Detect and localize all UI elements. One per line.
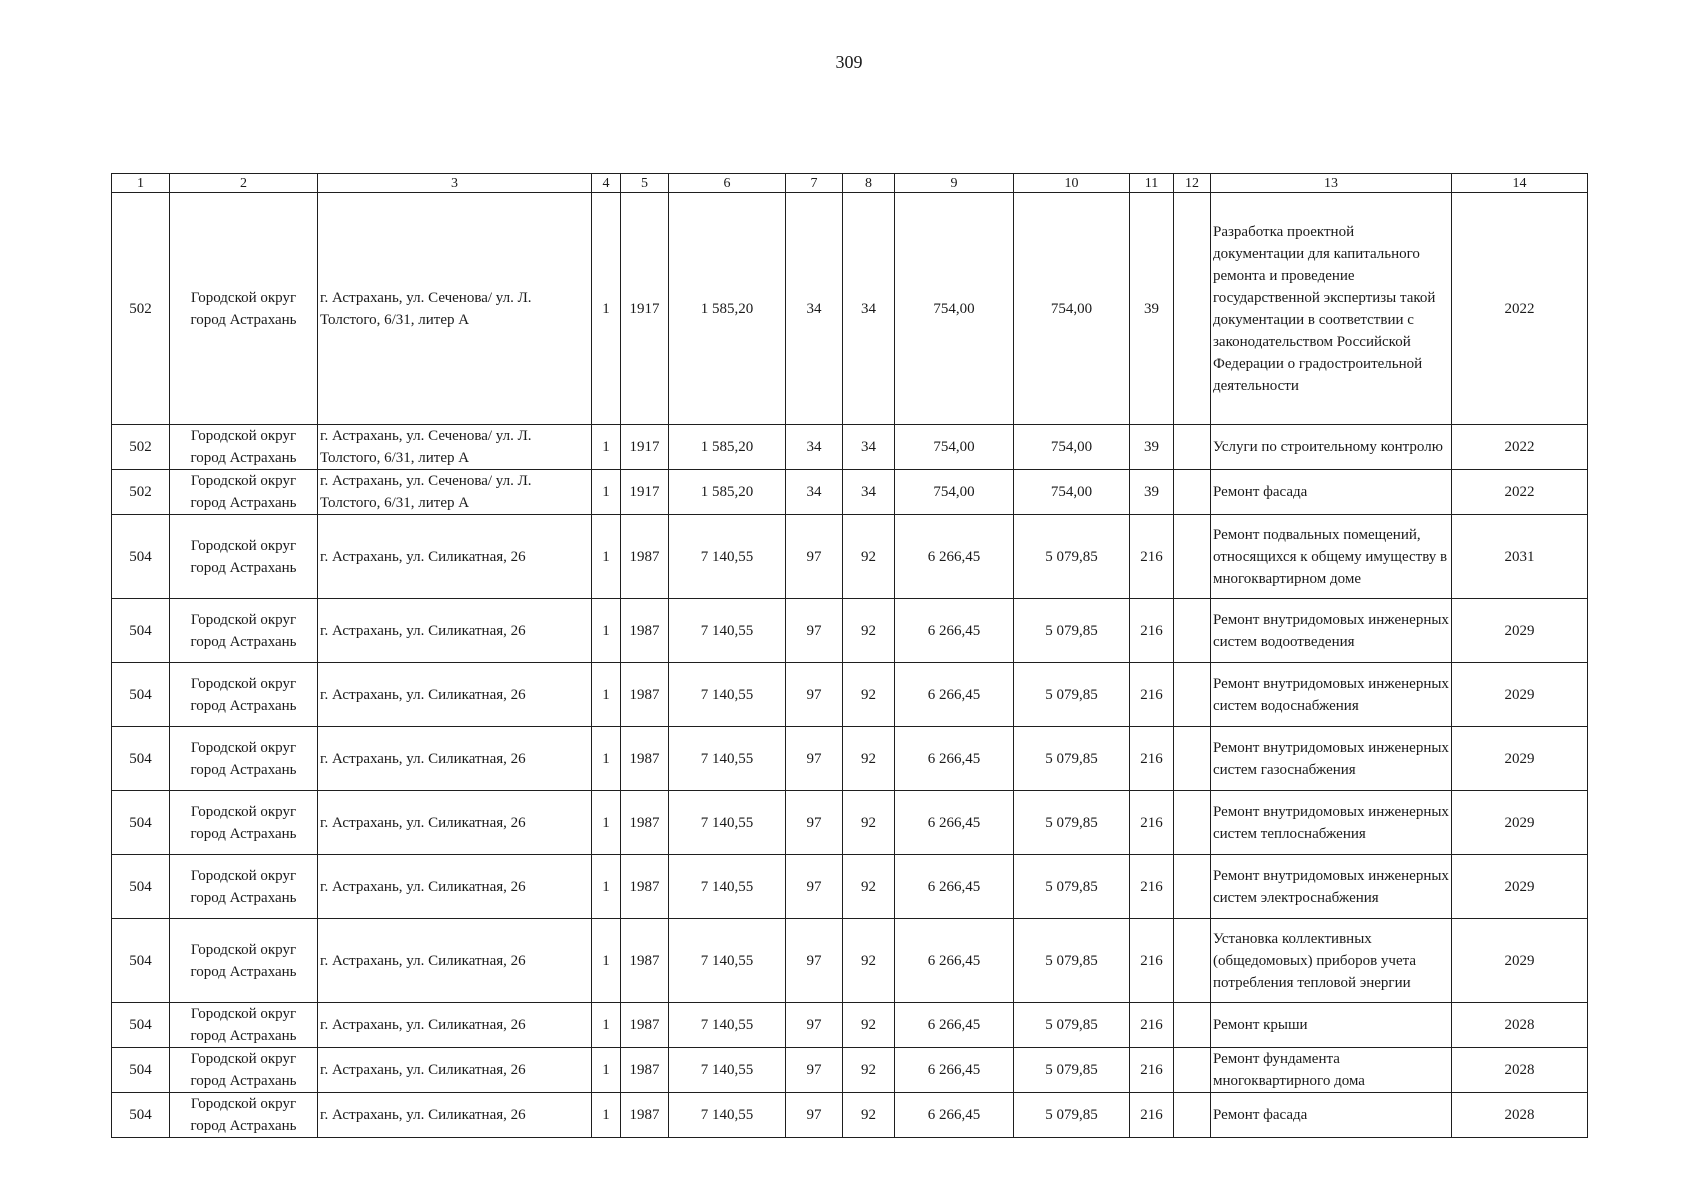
column-11-cell: 216 (1130, 919, 1174, 1003)
column-4-cell: 1 (592, 515, 621, 599)
column-header: 5 (621, 174, 669, 193)
column-8-cell: 92 (843, 1093, 895, 1138)
municipality-cell: Городской округ город Астрахань (170, 919, 318, 1003)
column-4-cell: 1 (592, 470, 621, 515)
column-header: 1 (112, 174, 170, 193)
column-header: 7 (786, 174, 843, 193)
municipality-cell: Городской округ город Астрахань (170, 727, 318, 791)
planned-year-cell: 2028 (1452, 1048, 1588, 1093)
column-12-cell (1174, 515, 1211, 599)
column-8-cell: 92 (843, 727, 895, 791)
column-11-cell: 216 (1130, 791, 1174, 855)
work-type-cell: Ремонт внутридомовых инженерных систем теплоснабжения (1211, 791, 1452, 855)
capital-repair-table (111, 173, 1588, 1138)
row-number-cell: 504 (112, 727, 170, 791)
area-cell: 7 140,55 (669, 515, 786, 599)
column-header: 13 (1211, 174, 1452, 193)
build-year-cell: 1987 (621, 1003, 669, 1048)
area-cell: 7 140,55 (669, 855, 786, 919)
column-10-cell: 5 079,85 (1014, 663, 1130, 727)
municipality-cell: Городской округ город Астрахань (170, 1003, 318, 1048)
column-10-cell: 5 079,85 (1014, 1003, 1130, 1048)
column-4-cell: 1 (592, 599, 621, 663)
column-4-cell: 1 (592, 425, 621, 470)
column-header: 11 (1130, 174, 1174, 193)
work-type-cell: Ремонт фасада (1211, 470, 1452, 515)
column-11-cell: 216 (1130, 515, 1174, 599)
column-11-cell: 216 (1130, 1093, 1174, 1138)
row-number-cell: 502 (112, 470, 170, 515)
column-10-cell: 5 079,85 (1014, 599, 1130, 663)
column-8-cell: 92 (843, 791, 895, 855)
column-10-cell: 754,00 (1014, 193, 1130, 425)
column-header: 3 (318, 174, 592, 193)
build-year-cell: 1987 (621, 515, 669, 599)
column-7-cell: 34 (786, 193, 843, 425)
column-7-cell: 97 (786, 1093, 843, 1138)
column-header: 10 (1014, 174, 1130, 193)
column-header: 12 (1174, 174, 1211, 193)
column-8-cell: 92 (843, 515, 895, 599)
build-year-cell: 1987 (621, 727, 669, 791)
planned-year-cell: 2022 (1452, 193, 1588, 425)
column-8-cell: 92 (843, 599, 895, 663)
planned-year-cell: 2022 (1452, 425, 1588, 470)
column-7-cell: 97 (786, 855, 843, 919)
column-4-cell: 1 (592, 193, 621, 425)
column-12-cell (1174, 1048, 1211, 1093)
table-row (112, 425, 1588, 470)
address-cell: г. Астрахань, ул. Силикатная, 26 (318, 727, 592, 791)
work-type-cell: Ремонт внутридомовых инженерных систем водоотведения (1211, 599, 1452, 663)
column-11-cell: 39 (1130, 470, 1174, 515)
column-9-cell: 6 266,45 (895, 1048, 1014, 1093)
column-header: 6 (669, 174, 786, 193)
planned-year-cell: 2029 (1452, 855, 1588, 919)
column-8-cell: 92 (843, 1003, 895, 1048)
planned-year-cell: 2028 (1452, 1093, 1588, 1138)
column-12-cell (1174, 727, 1211, 791)
work-type-cell: Ремонт внутридомовых инженерных систем электроснабжения (1211, 855, 1452, 919)
column-7-cell: 97 (786, 515, 843, 599)
column-9-cell: 6 266,45 (895, 919, 1014, 1003)
build-year-cell: 1917 (621, 470, 669, 515)
planned-year-cell: 2029 (1452, 919, 1588, 1003)
work-type-cell: Ремонт внутридомовых инженерных систем водоснабжения (1211, 663, 1452, 727)
column-10-cell: 5 079,85 (1014, 515, 1130, 599)
address-cell: г. Астрахань, ул. Силикатная, 26 (318, 855, 592, 919)
column-4-cell: 1 (592, 919, 621, 1003)
column-4-cell: 1 (592, 1048, 621, 1093)
column-10-cell: 5 079,85 (1014, 727, 1130, 791)
column-12-cell (1174, 470, 1211, 515)
address-cell: г. Астрахань, ул. Силикатная, 26 (318, 1048, 592, 1093)
row-number-cell: 502 (112, 425, 170, 470)
column-11-cell: 39 (1130, 425, 1174, 470)
area-cell: 7 140,55 (669, 727, 786, 791)
column-header: 8 (843, 174, 895, 193)
build-year-cell: 1987 (621, 855, 669, 919)
column-10-cell: 5 079,85 (1014, 1093, 1130, 1138)
column-10-cell: 5 079,85 (1014, 855, 1130, 919)
column-header: 4 (592, 174, 621, 193)
address-cell: г. Астрахань, ул. Сеченова/ ул. Л. Толстого, 6/31, литер А (318, 425, 592, 470)
table-row (112, 791, 1588, 855)
column-9-cell: 6 266,45 (895, 855, 1014, 919)
column-9-cell: 6 266,45 (895, 1093, 1014, 1138)
planned-year-cell: 2029 (1452, 727, 1588, 791)
table-row (112, 470, 1588, 515)
address-cell: г. Астрахань, ул. Силикатная, 26 (318, 791, 592, 855)
planned-year-cell: 2031 (1452, 515, 1588, 599)
build-year-cell: 1987 (621, 791, 669, 855)
address-cell: г. Астрахань, ул. Сеченова/ ул. Л. Толстого, 6/31, литер А (318, 470, 592, 515)
row-number-cell: 504 (112, 599, 170, 663)
address-cell: г. Астрахань, ул. Силикатная, 26 (318, 1003, 592, 1048)
table-row (112, 1093, 1588, 1138)
address-cell: г. Астрахань, ул. Силикатная, 26 (318, 515, 592, 599)
row-number-cell: 504 (112, 663, 170, 727)
column-9-cell: 6 266,45 (895, 727, 1014, 791)
work-type-cell: Ремонт крыши (1211, 1003, 1452, 1048)
table-row (112, 193, 1588, 425)
work-type-cell: Ремонт фундамента многоквартирного дома (1211, 1048, 1452, 1093)
municipality-cell: Городской округ город Астрахань (170, 515, 318, 599)
column-12-cell (1174, 919, 1211, 1003)
table-row (112, 599, 1588, 663)
column-12-cell (1174, 599, 1211, 663)
row-number-cell: 504 (112, 515, 170, 599)
area-cell: 1 585,20 (669, 425, 786, 470)
table-row (112, 727, 1588, 791)
page-number: 309 (835, 52, 863, 72)
column-7-cell: 97 (786, 791, 843, 855)
area-cell: 7 140,55 (669, 1003, 786, 1048)
build-year-cell: 1917 (621, 193, 669, 425)
municipality-cell: Городской округ город Астрахань (170, 1093, 318, 1138)
row-number-cell: 504 (112, 1048, 170, 1093)
column-11-cell: 216 (1130, 599, 1174, 663)
column-7-cell: 34 (786, 425, 843, 470)
municipality-cell: Городской округ город Астрахань (170, 663, 318, 727)
row-number-cell: 504 (112, 791, 170, 855)
column-8-cell: 92 (843, 663, 895, 727)
municipality-cell: Городской округ город Астрахань (170, 193, 318, 425)
column-11-cell: 216 (1130, 727, 1174, 791)
area-cell: 7 140,55 (669, 919, 786, 1003)
area-cell: 7 140,55 (669, 791, 786, 855)
column-10-cell: 754,00 (1014, 425, 1130, 470)
column-9-cell: 754,00 (895, 470, 1014, 515)
row-number-cell: 504 (112, 855, 170, 919)
municipality-cell: Городской округ город Астрахань (170, 425, 318, 470)
column-9-cell: 754,00 (895, 193, 1014, 425)
column-9-cell: 6 266,45 (895, 663, 1014, 727)
column-number-row (112, 174, 1588, 193)
column-12-cell (1174, 1003, 1211, 1048)
column-8-cell: 92 (843, 855, 895, 919)
work-type-cell: Разработка проектной документации для капитального ремонта и проведение государственной экспертизы такой документации в соответствии с законодательством Российской Федерации о градостроительной деятельности (1211, 193, 1452, 425)
planned-year-cell: 2029 (1452, 791, 1588, 855)
row-number-cell: 502 (112, 193, 170, 425)
column-12-cell (1174, 425, 1211, 470)
column-header: 2 (170, 174, 318, 193)
area-cell: 7 140,55 (669, 599, 786, 663)
column-8-cell: 92 (843, 919, 895, 1003)
planned-year-cell: 2022 (1452, 470, 1588, 515)
planned-year-cell: 2029 (1452, 663, 1588, 727)
column-4-cell: 1 (592, 663, 621, 727)
column-4-cell: 1 (592, 791, 621, 855)
municipality-cell: Городской округ город Астрахань (170, 791, 318, 855)
column-12-cell (1174, 1093, 1211, 1138)
column-9-cell: 6 266,45 (895, 599, 1014, 663)
column-11-cell: 216 (1130, 1003, 1174, 1048)
column-7-cell: 97 (786, 727, 843, 791)
column-9-cell: 6 266,45 (895, 515, 1014, 599)
column-7-cell: 97 (786, 1003, 843, 1048)
column-7-cell: 97 (786, 599, 843, 663)
build-year-cell: 1987 (621, 599, 669, 663)
row-number-cell: 504 (112, 1003, 170, 1048)
column-7-cell: 97 (786, 663, 843, 727)
column-10-cell: 754,00 (1014, 470, 1130, 515)
column-header: 14 (1452, 174, 1588, 193)
column-7-cell: 97 (786, 1048, 843, 1093)
column-10-cell: 5 079,85 (1014, 791, 1130, 855)
column-8-cell: 92 (843, 1048, 895, 1093)
table-row (112, 919, 1588, 1003)
build-year-cell: 1917 (621, 425, 669, 470)
column-4-cell: 1 (592, 1093, 621, 1138)
build-year-cell: 1987 (621, 663, 669, 727)
column-4-cell: 1 (592, 1003, 621, 1048)
work-type-cell: Ремонт фасада (1211, 1093, 1452, 1138)
work-type-cell: Ремонт подвальных помещений, относящихся к общему имуществу в многоквартирном доме (1211, 515, 1452, 599)
column-12-cell (1174, 193, 1211, 425)
work-type-cell: Ремонт внутридомовых инженерных систем газоснабжения (1211, 727, 1452, 791)
build-year-cell: 1987 (621, 1048, 669, 1093)
area-cell: 7 140,55 (669, 1093, 786, 1138)
column-4-cell: 1 (592, 855, 621, 919)
column-8-cell: 34 (843, 193, 895, 425)
municipality-cell: Городской округ город Астрахань (170, 1048, 318, 1093)
column-4-cell: 1 (592, 727, 621, 791)
area-cell: 7 140,55 (669, 1048, 786, 1093)
column-7-cell: 97 (786, 919, 843, 1003)
area-cell: 1 585,20 (669, 470, 786, 515)
column-12-cell (1174, 791, 1211, 855)
column-12-cell (1174, 855, 1211, 919)
planned-year-cell: 2028 (1452, 1003, 1588, 1048)
planned-year-cell: 2029 (1452, 599, 1588, 663)
work-type-cell: Установка коллективных (общедомовых) приборов учета потребления тепловой энергии (1211, 919, 1452, 1003)
build-year-cell: 1987 (621, 1093, 669, 1138)
table-row (112, 515, 1588, 599)
column-11-cell: 216 (1130, 855, 1174, 919)
column-8-cell: 34 (843, 425, 895, 470)
row-number-cell: 504 (112, 1093, 170, 1138)
column-9-cell: 6 266,45 (895, 791, 1014, 855)
column-11-cell: 216 (1130, 663, 1174, 727)
address-cell: г. Астрахань, ул. Силикатная, 26 (318, 1093, 592, 1138)
address-cell: г. Астрахань, ул. Силикатная, 26 (318, 599, 592, 663)
column-header: 9 (895, 174, 1014, 193)
build-year-cell: 1987 (621, 919, 669, 1003)
column-7-cell: 34 (786, 470, 843, 515)
row-number-cell: 504 (112, 919, 170, 1003)
area-cell: 1 585,20 (669, 193, 786, 425)
address-cell: г. Астрахань, ул. Силикатная, 26 (318, 663, 592, 727)
column-12-cell (1174, 663, 1211, 727)
address-cell: г. Астрахань, ул. Сеченова/ ул. Л. Толстого, 6/31, литер А (318, 193, 592, 425)
area-cell: 7 140,55 (669, 663, 786, 727)
table-row (112, 1048, 1588, 1093)
column-11-cell: 39 (1130, 193, 1174, 425)
column-11-cell: 216 (1130, 1048, 1174, 1093)
municipality-cell: Городской округ город Астрахань (170, 599, 318, 663)
column-9-cell: 6 266,45 (895, 1003, 1014, 1048)
address-cell: г. Астрахань, ул. Силикатная, 26 (318, 919, 592, 1003)
municipality-cell: Городской округ город Астрахань (170, 470, 318, 515)
column-10-cell: 5 079,85 (1014, 919, 1130, 1003)
column-10-cell: 5 079,85 (1014, 1048, 1130, 1093)
column-8-cell: 34 (843, 470, 895, 515)
table-row (112, 663, 1588, 727)
column-9-cell: 754,00 (895, 425, 1014, 470)
work-type-cell: Услуги по строительному контролю (1211, 425, 1452, 470)
table-row (112, 1003, 1588, 1048)
municipality-cell: Городской округ город Астрахань (170, 855, 318, 919)
table-row (112, 855, 1588, 919)
